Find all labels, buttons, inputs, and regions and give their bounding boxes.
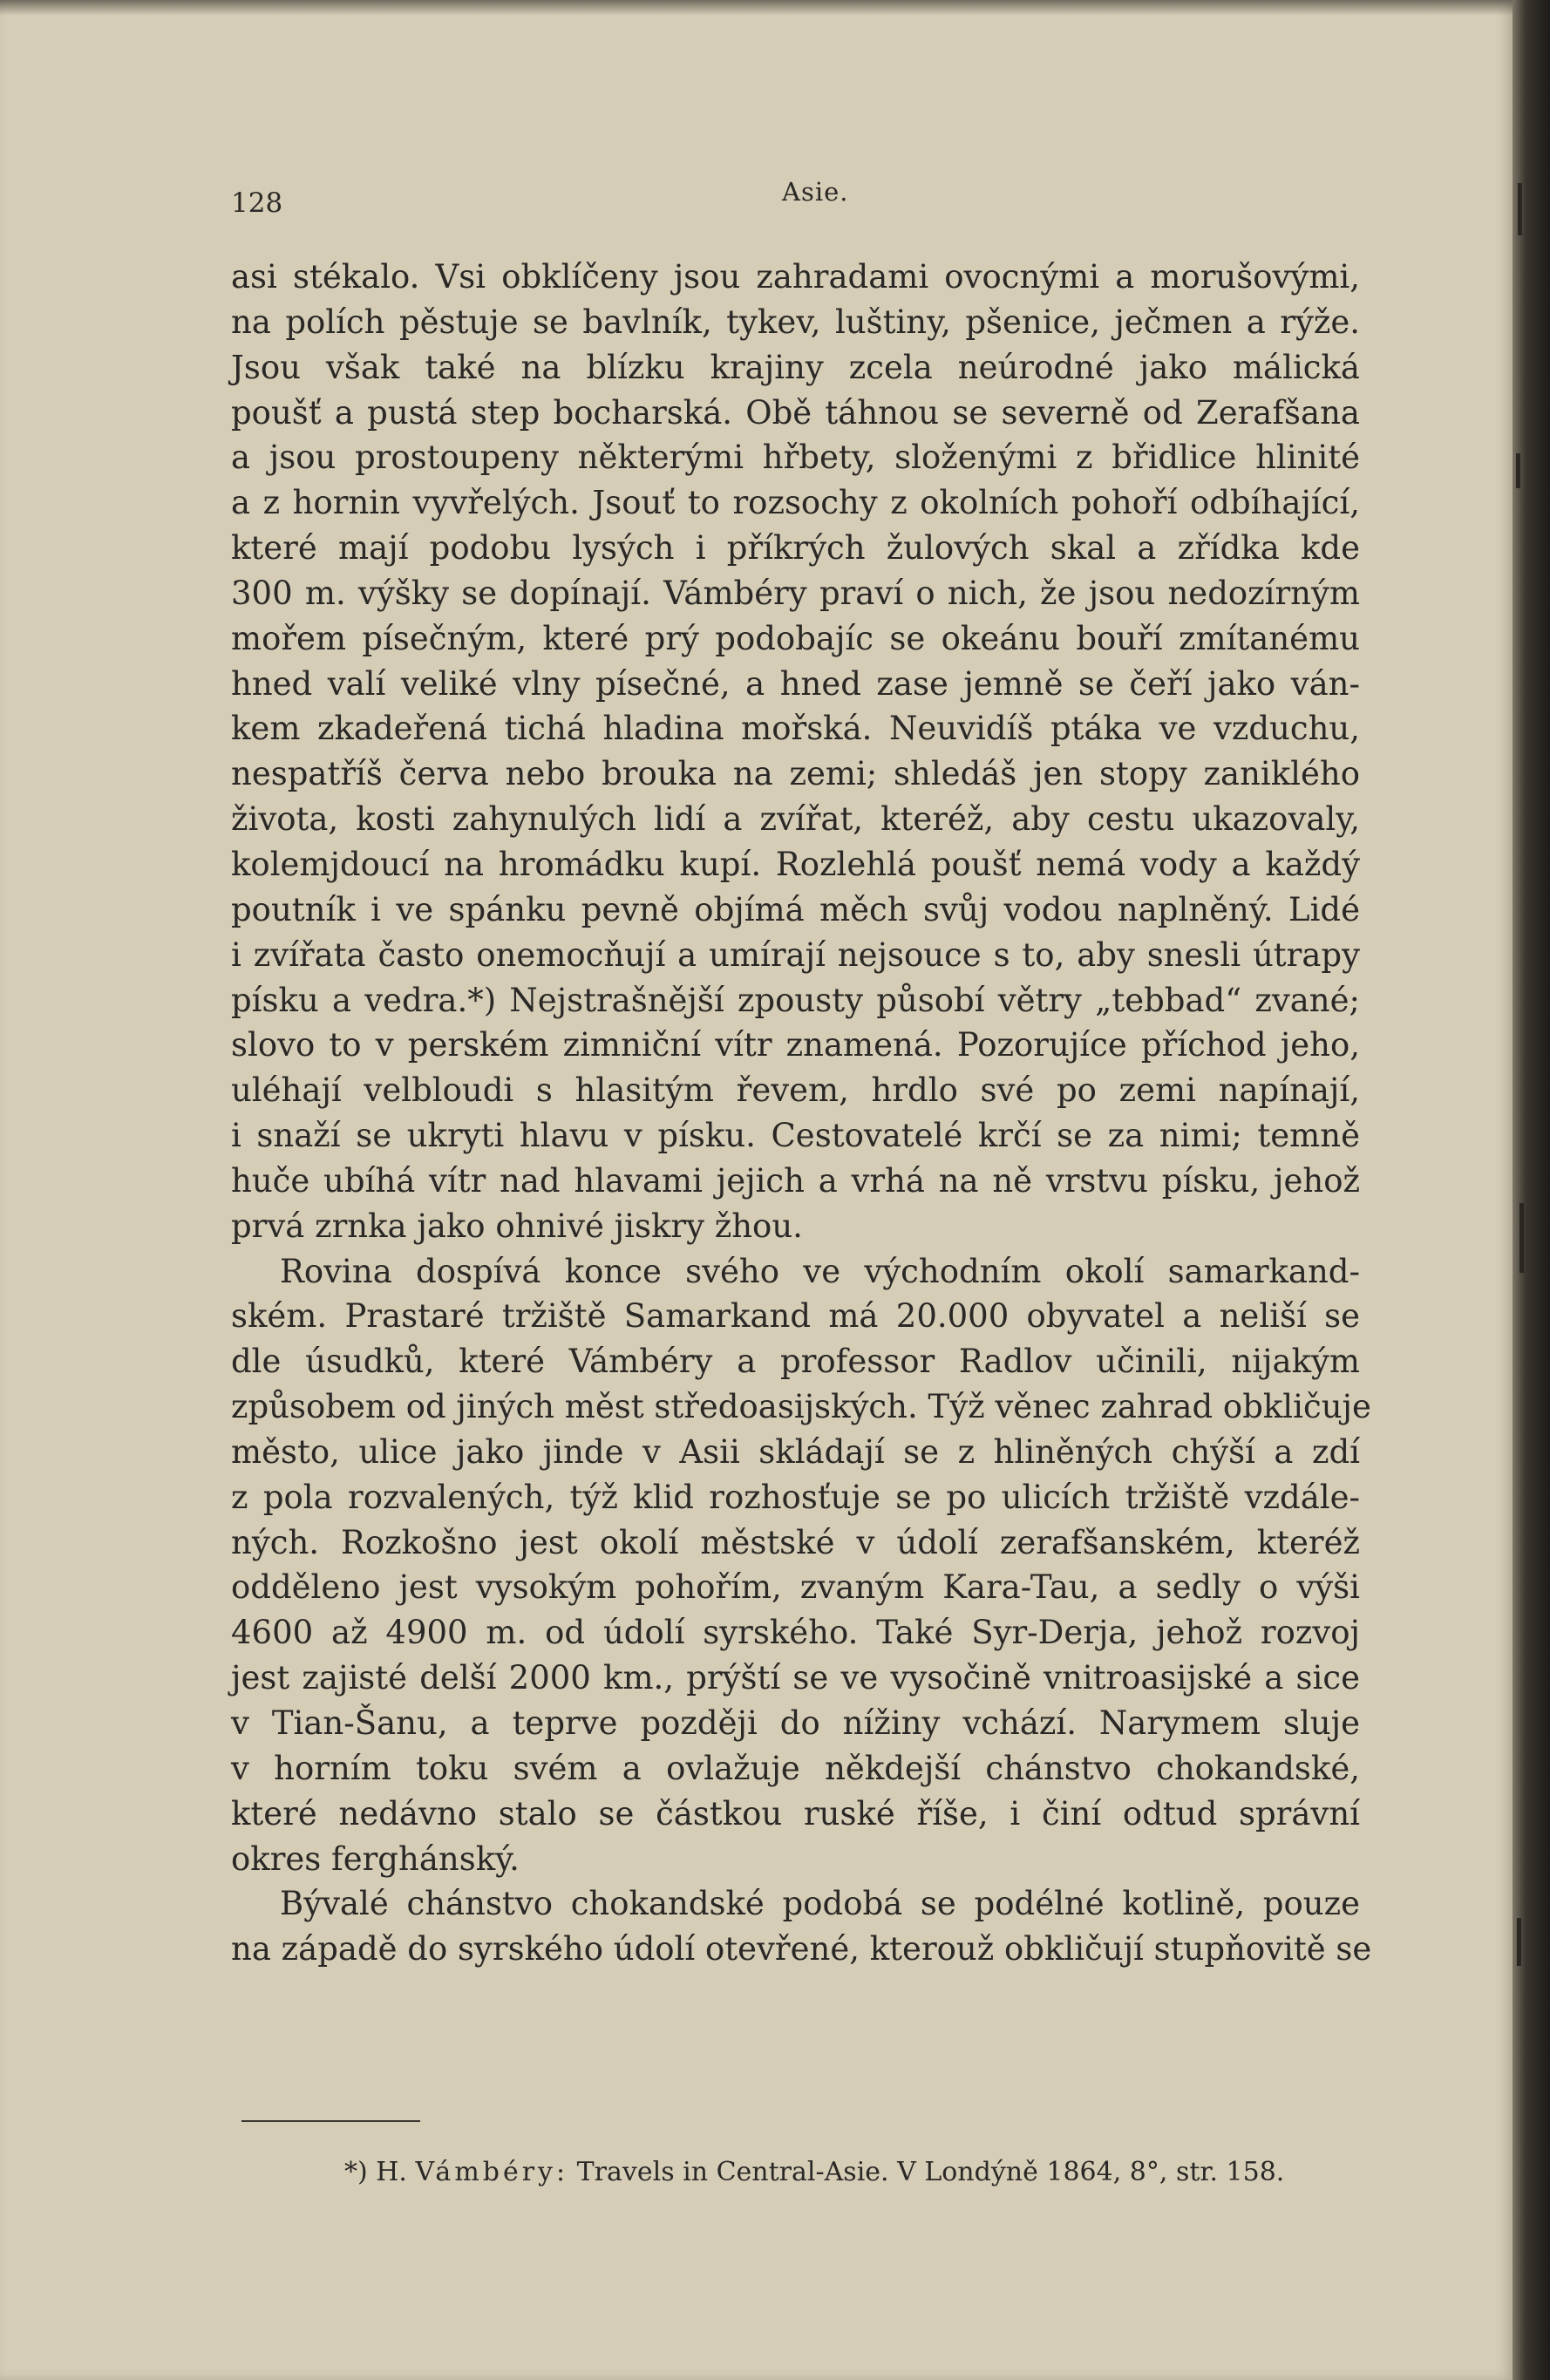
text-line: na západě do syrského údolí otevřené, kterouž obkličují stupňovitě se <box>231 1930 1372 1969</box>
text-line: Rovina dospívá konce svého ve východním okolí samarkand- <box>280 1252 1360 1290</box>
text-line: které mají podobu lysých i příkrých žulových skal a zřídka kde <box>231 529 1360 568</box>
text-line: 300 m. výšky se dopínají. Vámbéry praví o nich, že jsou nedozírným <box>231 574 1360 612</box>
text-line: ském. Prastaré tržiště Samarkand má 20.000 obyvatel a neliší se <box>231 1297 1360 1336</box>
text-line: slovo to v perském zimniční vítr znamená. Pozorujíce příchod jeho, <box>231 1026 1360 1064</box>
text-line: nespatříš červa nebo brouka na zemi; shledáš jen stopy zaniklého <box>231 755 1360 793</box>
text-line: které nedávno stalo se částkou ruské říše, i činí odtud správní <box>231 1794 1360 1833</box>
text-line: života, kosti zahynulých lidí a zvířat, kteréž, aby cestu ukazovaly, <box>231 800 1360 839</box>
text-line: kolemjdoucí na hromádku kupí. Rozlehlá poušť nemá vody a každý <box>231 845 1360 883</box>
text-line: v Tian-Šanu, a teprve později do nížiny vchází. Narymem sluje <box>231 1704 1360 1742</box>
text-line: písku a vedra.*) Nejstrašnější zpousty působí větry „tebbad“ zvané; <box>231 981 1360 1019</box>
spine-mark <box>1516 453 1520 488</box>
text-line: Jsou však také na blízku krajiny zcela neúrodné jako málická <box>231 348 1360 386</box>
text-line: mořem písečným, které prý podobajíc se okeánu bouří zmítanému <box>231 619 1360 657</box>
text-line: okres ferghánský. <box>231 1839 520 1878</box>
text-line: asi stékalo. Vsi obklíčeny jsou zahradami ovocnými a morušovými, <box>231 258 1360 296</box>
text-line: kem zkadeřená tichá hladina mořská. Neuvidíš ptáka ve vzduchu, <box>231 710 1360 748</box>
page-number: 128 <box>231 187 283 219</box>
text-line: hned valí veliké vlny písečné, a hned zase jemně se čeří jako ván- <box>231 664 1360 703</box>
footnote-citation: Travels in Central-Asie. V Londýně 1864, 8°, str. 158. <box>576 2157 1285 2187</box>
text-line: a z hornin vyvřelých. Jsouť to rozsochy z okolních pohoří odbíhající, <box>231 484 1360 522</box>
text-line: v horním toku svém a ovlažuje někdejší chánstvo chokandské, <box>231 1749 1360 1787</box>
footnote-rule <box>241 2120 420 2122</box>
text-line: huče ubíhá vítr nad hlavami jejich a vrhá na ně vrstvu písku, jehož <box>231 1161 1360 1200</box>
text-line: způsobem od jiných měst středoasijských. Týž věnec zahrad obkličuje <box>231 1388 1371 1426</box>
text-line: 4600 až 4900 m. od údolí syrského. Také Syr-Derja, jehož rozvoj <box>231 1614 1360 1652</box>
body-text <box>231 255 1372 1972</box>
scan-top-shadow <box>0 0 1550 16</box>
footnote-author-surname: Vámbéry: <box>415 2157 569 2187</box>
text-line: poušť a pustá step bocharská. Obě táhnou se severně od Zerafšana <box>231 393 1360 432</box>
text-line: město, ulice jako jinde v Asii skládají se z hliněných chýší a zdí <box>231 1432 1360 1471</box>
footnote-author-initial: H. <box>376 2157 407 2187</box>
text-line: Bývalé chánstvo chokandské podobá se podélné kotlině, pouze <box>280 1885 1360 1923</box>
text-line: a jsou prostoupeny některými hřbety, složenými z břidlice hlinité <box>231 439 1360 477</box>
spine-mark <box>1517 1918 1521 1966</box>
text-line: dle úsudků, které Vámbéry a professor Radlov učinili, nijakým <box>231 1343 1360 1381</box>
footnote-marker: *) <box>344 2157 368 2187</box>
spine-mark <box>1519 1203 1524 1273</box>
text-line: ných. Rozkošno jest okolí městské v údolí zerafšanském, kteréž <box>231 1523 1360 1561</box>
text-line: uléhají velbloudi s hlasitým řevem, hrdlo své po zemi napínají, <box>231 1071 1360 1110</box>
book-spine-edge <box>1513 0 1550 2380</box>
running-title: Asie. <box>782 177 849 207</box>
text-line: z pola rozvalených, týž klid rozhosťuje se po ulicích tržiště vzdále- <box>231 1478 1360 1516</box>
spine-mark <box>1518 183 1522 235</box>
text-line: odděleno jest vysokým pohořím, zvaným Kara-Tau, a sedly o výši <box>231 1568 1360 1607</box>
text-line: i snaží se ukryti hlavu v písku. Cestovatelé krčí se za nimi; temně <box>231 1117 1360 1155</box>
text-line: i zvířata často onemocňují a umírají nejsouce s to, aby snesli útrapy <box>231 935 1360 974</box>
text-line: jest zajisté delší 2000 km., prýští se ve vysočině vnitroasijské a sice <box>231 1659 1360 1697</box>
text-line: na polích pěstuje se bavlník, tykev, luštiny, pšenice, ječmen a rýže. <box>231 303 1360 341</box>
footnote <box>344 2157 1284 2187</box>
text-line: poutník i ve spánku pevně objímá měch svůj vodou naplněný. Lidé <box>231 890 1360 928</box>
text-line: prvá zrnka jako ohnivé jiskry žhou. <box>231 1207 803 1245</box>
